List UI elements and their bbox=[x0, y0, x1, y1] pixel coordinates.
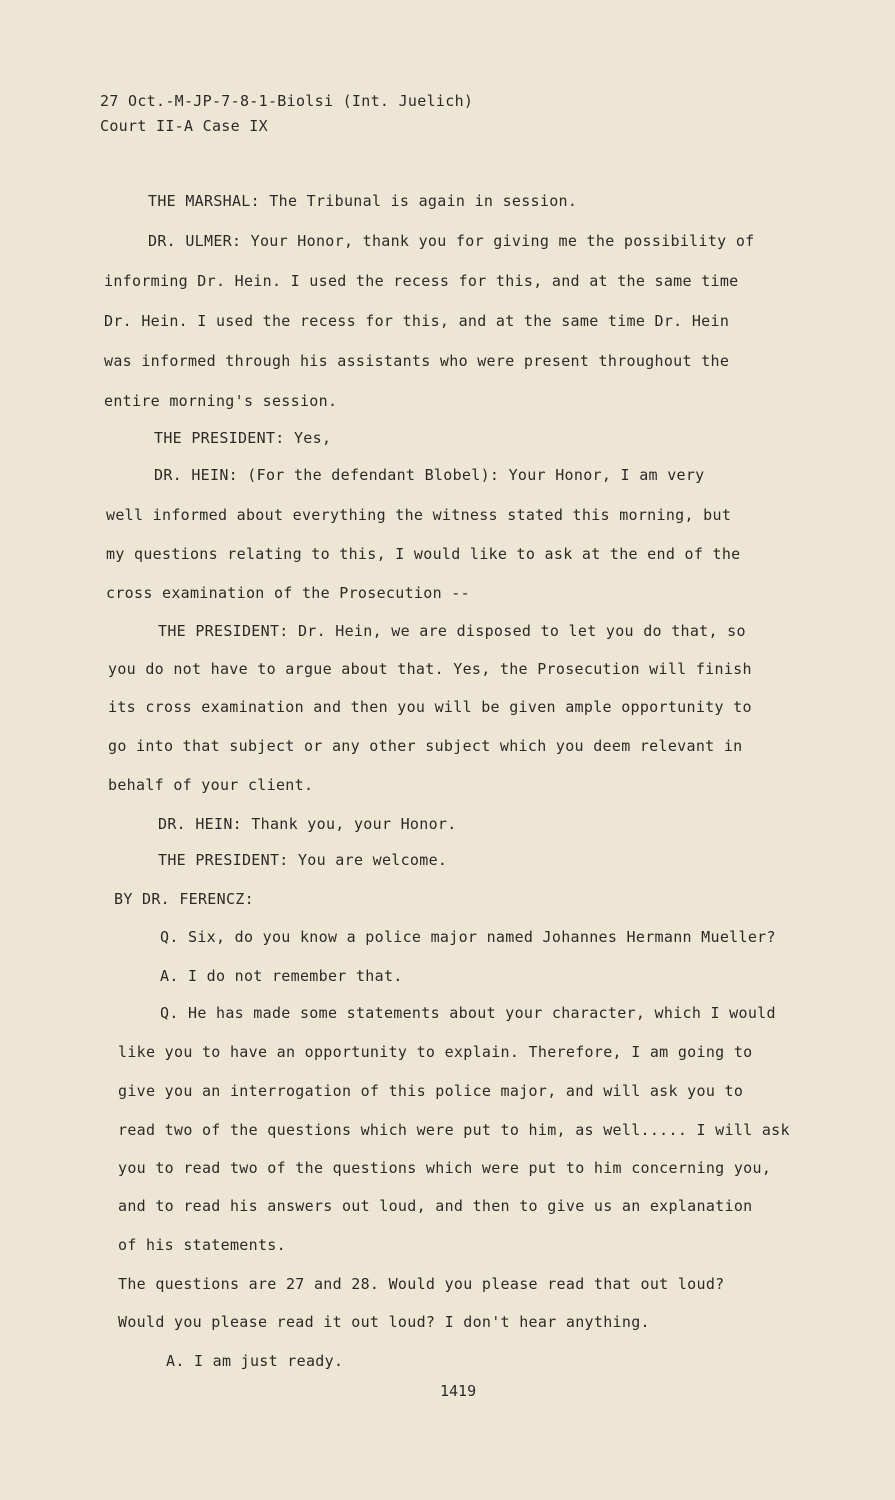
text-line: read two of the questions which were put to him, as well..... I will ask bbox=[118, 1121, 790, 1139]
text-line: THE PRESIDENT: Dr. Hein, we are disposed to let you do that, so bbox=[158, 622, 746, 640]
text-line: my questions relating to this, I would like to ask at the end of the bbox=[106, 545, 741, 563]
text-line: give you an interrogation of this police major, and will ask you to bbox=[118, 1082, 744, 1100]
text-line: Q. Six, do you know a police major named Johannes Hermann Mueller? bbox=[160, 928, 776, 946]
text-line: THE MARSHAL: The Tribunal is again in session. bbox=[148, 192, 578, 210]
text-line: you do not have to argue about that. Yes, the Prosecution will finish bbox=[108, 660, 752, 678]
header-line-1: 27 Oct.-M-JP-7-8-1-Biolsi (Int. Juelich) bbox=[100, 92, 474, 110]
text-line: A. I do not remember that. bbox=[160, 967, 403, 985]
text-line: well informed about everything the witness stated this morning, but bbox=[106, 506, 732, 524]
text-line: was informed through his assistants who were present throughout the bbox=[104, 352, 730, 370]
text-line: its cross examination and then you will be given ample opportunity to bbox=[108, 698, 752, 716]
text-line: you to read two of the questions which were put to him concerning you, bbox=[118, 1159, 772, 1177]
text-line: of his statements. bbox=[118, 1236, 286, 1254]
text-line: The questions are 27 and 28. Would you please read that out loud? bbox=[118, 1275, 725, 1293]
text-line: THE PRESIDENT: You are welcome. bbox=[158, 851, 448, 869]
text-line: DR. HEIN: Thank you, your Honor. bbox=[158, 815, 457, 833]
text-line: and to read his answers out loud, and then to give us an explanation bbox=[118, 1197, 753, 1215]
text-line: behalf of your client. bbox=[108, 776, 314, 794]
text-line: Q. He has made some statements about your character, which I would bbox=[160, 1004, 776, 1022]
text-line: DR. HEIN: (For the defendant Blobel): Your Honor, I am very bbox=[154, 466, 705, 484]
text-line: THE PRESIDENT: Yes, bbox=[154, 429, 332, 447]
text-line: Dr. Hein. I used the recess for this, and at the same time Dr. Hein bbox=[104, 312, 730, 330]
text-line: informing Dr. Hein. I used the recess for this, and at the same time bbox=[104, 272, 739, 290]
page-number: 1419 bbox=[440, 1382, 477, 1400]
text-line: like you to have an opportunity to explain. Therefore, I am going to bbox=[118, 1043, 753, 1061]
text-line: cross examination of the Prosecution -- bbox=[106, 584, 470, 602]
text-line: go into that subject or any other subject which you deem relevant in bbox=[108, 737, 743, 755]
text-line: DR. ULMER: Your Honor, thank you for giving me the possibility of bbox=[148, 232, 755, 250]
text-line: Would you please read it out loud? I don't hear anything. bbox=[118, 1313, 650, 1331]
text-line: BY DR. FERENCZ: bbox=[114, 890, 254, 908]
text-line: A. I am just ready. bbox=[166, 1352, 344, 1370]
header-line-2: Court II-A Case IX bbox=[100, 117, 268, 135]
text-line: entire morning's session. bbox=[104, 392, 338, 410]
